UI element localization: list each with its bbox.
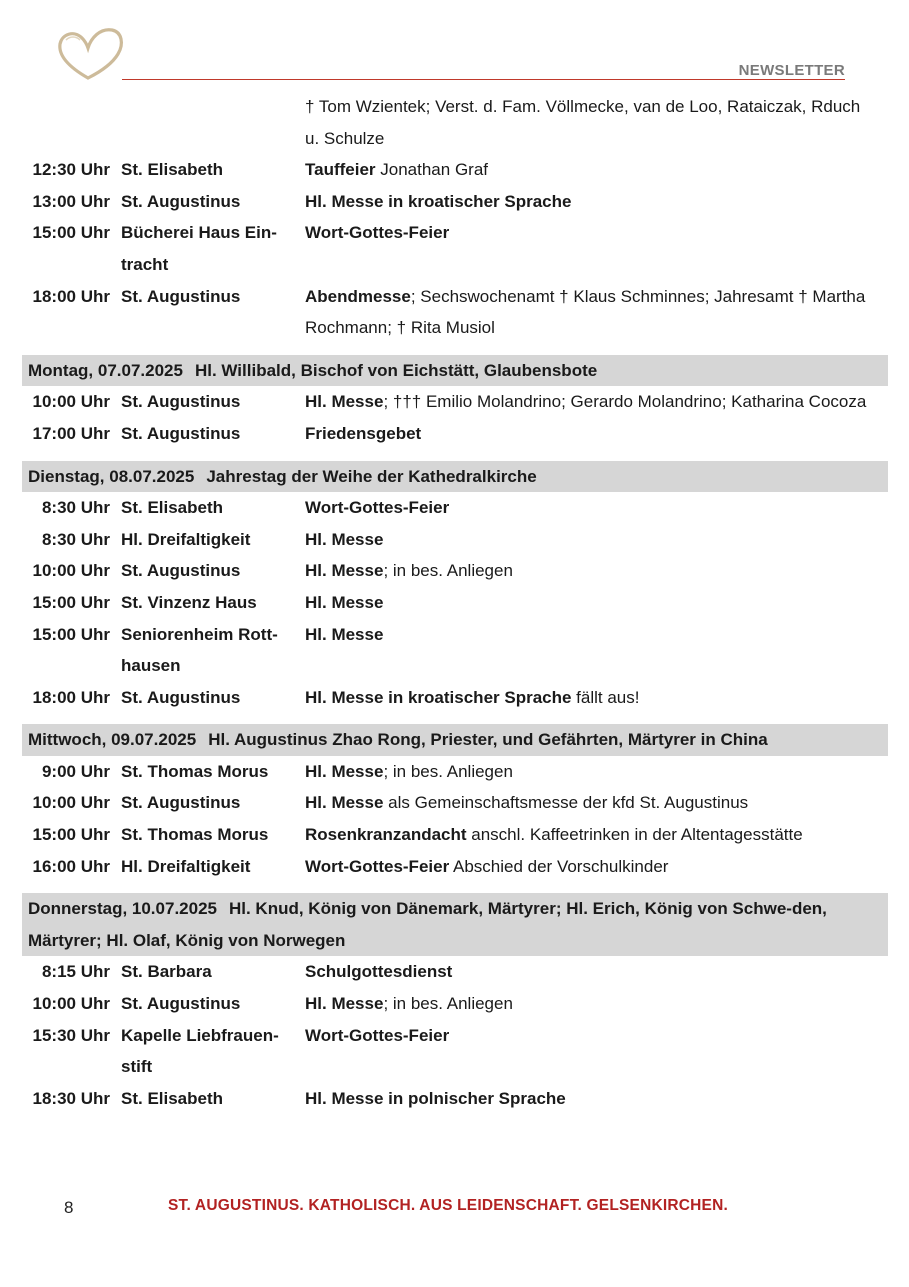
service-title: Hl. Messe in polnischer Sprache: [305, 1088, 566, 1108]
service-title: Tauffeier: [305, 160, 376, 180]
service-time: 15:00 Uhr: [32, 223, 110, 243]
service-location: Hl. Dreifaltigkeit: [121, 529, 251, 549]
service-location: St. Barbara: [121, 962, 212, 982]
day-date: Montag, 07.07.2025: [28, 360, 183, 380]
service-location: St. Augustinus: [121, 994, 241, 1014]
service-time: 12:30 Uhr: [32, 160, 110, 180]
day-header: [22, 724, 888, 756]
service-location: Kapelle Liebfrauen-stift: [121, 1025, 279, 1077]
schedule-row: [22, 281, 888, 344]
service-description: [302, 851, 888, 883]
service-title: Hl. Messe: [305, 592, 384, 612]
schedule-row: [22, 492, 888, 524]
service-location: Seniorenheim Rott-hausen: [121, 624, 278, 676]
schedule-row: [22, 555, 888, 587]
schedule-row: [22, 186, 888, 218]
service-time: [22, 91, 118, 154]
schedule-row: [22, 819, 888, 851]
service-description: [302, 756, 888, 788]
service-title: Friedensgebet: [305, 423, 422, 443]
service-time: 10:00 Uhr: [32, 392, 110, 412]
schedule-row: [22, 418, 888, 450]
service-title: Hl. Messe in kroatischer Sprache: [305, 191, 572, 211]
service-time: 15:30 Uhr: [32, 1025, 110, 1045]
service-detail: ; in bes. Anliegen: [383, 994, 513, 1014]
service-detail: fällt aus!: [571, 687, 640, 707]
service-location: St. Augustinus: [121, 793, 241, 813]
service-title: Hl. Messe: [305, 994, 384, 1014]
service-location: St. Augustinus: [121, 191, 241, 211]
schedule-row: [22, 1020, 888, 1083]
service-description: [302, 555, 888, 587]
day-date: Dienstag, 08.07.2025: [28, 466, 195, 486]
service-location: St. Augustinus: [121, 286, 241, 306]
schedule-row: [22, 787, 888, 819]
service-title: Hl. Messe: [305, 793, 384, 813]
day-feast: Hl. Augustinus Zhao Rong, Priester, und Gefährten, Märtyrer in China: [208, 730, 768, 750]
service-location: Bücherei Haus Ein-tracht: [121, 223, 277, 274]
schedule-row: [22, 154, 888, 186]
service-location: St. Thomas Morus: [121, 825, 269, 845]
schedule-row: [22, 851, 888, 883]
schedule-row: [22, 217, 888, 280]
service-detail: ; Sechswochenamt † Klaus Schminnes; Jahresamt † Martha Rochmann; † Rita Musiol: [305, 286, 866, 338]
service-description: [302, 1083, 888, 1115]
day-date: Mittwoch, 09.07.2025: [28, 730, 197, 750]
service-time: 13:00 Uhr: [32, 191, 110, 211]
service-title: Rosenkranzandacht: [305, 825, 467, 845]
day-feast: Jahrestag der Weihe der Kathedralkirche: [206, 466, 537, 486]
service-description: [302, 492, 888, 524]
service-time: 9:00 Uhr: [41, 761, 110, 781]
service-title: Hl. Messe: [305, 761, 384, 781]
schedule-row: [22, 1083, 888, 1115]
service-title: Schulgottesdienst: [305, 962, 453, 982]
schedule-row: [22, 386, 888, 418]
service-title: Wort-Gottes-Feier: [305, 223, 450, 243]
service-time: 15:00 Uhr: [32, 624, 110, 644]
service-title: Hl. Messe in kroatischer Sprache: [305, 687, 572, 707]
service-description: [302, 186, 888, 218]
service-detail: Jonathan Graf: [375, 160, 489, 180]
service-location: St. Augustinus: [121, 423, 241, 443]
service-description: [302, 787, 888, 819]
service-time: 15:00 Uhr: [32, 592, 110, 612]
service-description: [302, 217, 888, 280]
day-date: Donnerstag, 10.07.2025: [28, 899, 217, 919]
service-time: 15:00 Uhr: [32, 825, 110, 845]
day-feast: Hl. Knud, König von Dänemark, Märtyrer; Hl. Erich, König von Schwe-den, Märtyrer; Hl. Olaf, König von Norwegen: [28, 899, 827, 950]
service-title: Hl. Messe: [305, 392, 384, 412]
service-description: [302, 154, 888, 186]
service-location: St. Augustinus: [121, 392, 241, 412]
service-time: 18:00 Uhr: [32, 687, 110, 707]
service-description: [302, 819, 888, 851]
footer-slogan: ST. AUGUSTINUS. KATHOLISCH. AUS LEIDENSCHAFT. GELSENKIRCHEN.: [168, 1197, 728, 1214]
service-time: 10:00 Uhr: [32, 561, 110, 581]
service-description: [302, 956, 888, 988]
schedule-row: [22, 988, 888, 1020]
service-title: Wort-Gottes-Feier: [305, 856, 450, 876]
service-description: [302, 418, 888, 450]
service-title: Abendmesse: [305, 286, 411, 306]
heart-logo-icon: [54, 26, 126, 84]
service-description: [302, 524, 888, 556]
day-header: [22, 893, 888, 956]
day-feast: Hl. Willibald, Bischof von Eichstätt, Glaubensbote: [194, 360, 598, 380]
service-location: St. Elisabeth: [121, 160, 224, 180]
schedule-row: [22, 619, 888, 682]
service-time: 10:00 Uhr: [32, 793, 110, 813]
schedule-row: [22, 587, 888, 619]
service-time: 17:00 Uhr: [32, 423, 110, 443]
service-title: Hl. Messe: [305, 561, 384, 581]
service-location: St. Elisabeth: [121, 1088, 224, 1108]
service-detail: Abschied der Vorschulkinder: [449, 856, 669, 876]
schedule-row: [22, 91, 888, 154]
service-title: Hl. Messe: [305, 529, 384, 549]
service-location: St. Augustinus: [121, 561, 241, 581]
service-time: 8:30 Uhr: [41, 529, 110, 549]
service-time: 10:00 Uhr: [32, 994, 110, 1014]
service-location: St. Augustinus: [121, 687, 241, 707]
header-rule: [122, 79, 845, 80]
service-description: [302, 386, 888, 418]
day-header: [22, 461, 888, 493]
service-description: [302, 587, 888, 619]
service-location: St. Vinzenz Haus: [121, 592, 257, 612]
service-description: [302, 281, 888, 344]
service-description: [302, 1020, 888, 1083]
service-detail: ; ††† Emilio Molandrino; Gerardo Molandrino; Katharina Cocoza: [383, 392, 867, 412]
service-detail: ; in bes. Anliegen: [383, 761, 513, 781]
service-location: [118, 91, 302, 154]
service-time: 8:30 Uhr: [41, 498, 110, 518]
service-title: Hl. Messe: [305, 624, 384, 644]
service-detail: anschl. Kaffeetrinken in der Altentagesstätte: [466, 825, 803, 845]
schedule-row: [22, 524, 888, 556]
schedule-row: [22, 956, 888, 988]
service-time: 16:00 Uhr: [32, 856, 110, 876]
service-time: 8:15 Uhr: [41, 962, 110, 982]
service-schedule: [22, 91, 888, 1114]
service-description: [302, 619, 888, 682]
service-detail: als Gemeinschaftsmesse der kfd St. Augustinus: [383, 793, 749, 813]
service-description: [302, 988, 888, 1020]
service-detail: † Tom Wzientek; Verst. d. Fam. Völlmecke, van de Loo, Rataiczak, Rduch u. Schulze: [305, 97, 861, 148]
service-title: Wort-Gottes-Feier: [305, 1025, 450, 1045]
service-description: [302, 682, 888, 714]
service-detail: ; in bes. Anliegen: [383, 561, 513, 581]
service-location: St. Thomas Morus: [121, 761, 269, 781]
service-location: Hl. Dreifaltigkeit: [121, 856, 251, 876]
schedule-row: [22, 756, 888, 788]
page-number: 8: [64, 1198, 74, 1217]
day-header: [22, 355, 888, 387]
service-description: [302, 91, 888, 154]
schedule-row: [22, 682, 888, 714]
service-time: 18:30 Uhr: [32, 1088, 110, 1108]
service-title: Wort-Gottes-Feier: [305, 498, 450, 518]
service-location: St. Elisabeth: [121, 498, 224, 518]
newsletter-label: NEWSLETTER: [738, 62, 845, 79]
service-time: 18:00 Uhr: [32, 286, 110, 306]
